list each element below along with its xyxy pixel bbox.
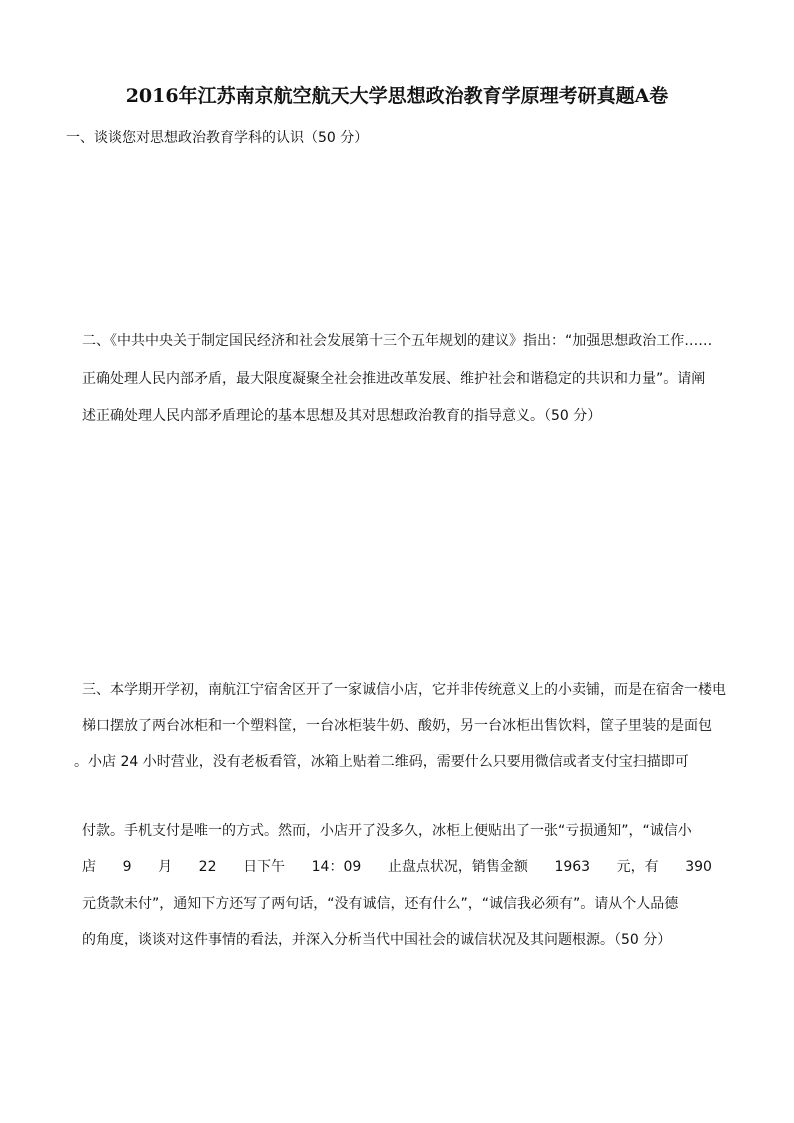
line-5-part: 1963	[554, 859, 591, 875]
line-5-part: 22	[198, 859, 217, 875]
line-5-part: 止盘点状况，销售金额	[387, 859, 528, 875]
question-3-line-1: 三、本学期开学初，南航江宁宿舍区开了一家诚信小店，它并非传统意义上的小卖铺，而是在宿舍一楼电	[82, 682, 726, 698]
question-2-line-2: 正确处理人民内部矛盾，最大限度凝聚全社会推进改革发展、维护社会和谐稳定的共识和力量”。请阐	[82, 371, 706, 387]
line-5-part: 日下午	[243, 859, 286, 875]
line-5-part: 店	[82, 859, 96, 875]
question-2-line-1: 二、《中共中央关于制定国民经济和社会发展第十三个五年规划的建议》指出：“加强思想政治工作……	[82, 333, 713, 349]
page-title: 2016年江苏南京航空航天大学思想政治教育学原理考研真题A卷	[125, 85, 669, 107]
line-5-part: 元，有	[616, 859, 659, 875]
line-5-part: 月	[158, 859, 173, 875]
question-1-line-1: 一、谈谈您对思想政治教育学科的认识（50 分）	[66, 130, 369, 146]
question-2-line-3: 述正确处理人民内部矛盾理论的基本思想及其对思想政治教育的指导意义。（50 分）	[82, 408, 602, 424]
line-5-part: 14：09	[311, 859, 362, 875]
question-3-line-5	[82, 857, 712, 877]
question-3-line-4: 付款。手机支付是唯一的方式。然而，小店开了没多久，冰柜上便贴出了一张“亏损通知”，“诚信小	[82, 823, 692, 839]
question-3-line-7: 的角度，谈谈对这件事情的看法，并深入分析当代中国社会的诚信状况及其问题根源。（50 分）	[82, 932, 672, 948]
question-3-line-3: 。小店 24 小时营业，没有老板看管，冰箱上贴着二维码，需要什么只要用微信或者支付宝扫描即可	[74, 754, 689, 770]
question-3-line-2: 梯口摆放了两台冰柜和一个塑料筐，一台冰柜装牛奶、酸奶，另一台冰柜出售饮料，筐子里装的是面包	[82, 718, 712, 734]
question-3-line-6: 元货款未付”，通知下方还写了两句话，“没有诚信，还有什么”，“诚信我必须有”。请从个人品德	[82, 896, 679, 912]
line-5-part: 9	[122, 859, 132, 875]
line-5-part: 390	[685, 859, 712, 875]
